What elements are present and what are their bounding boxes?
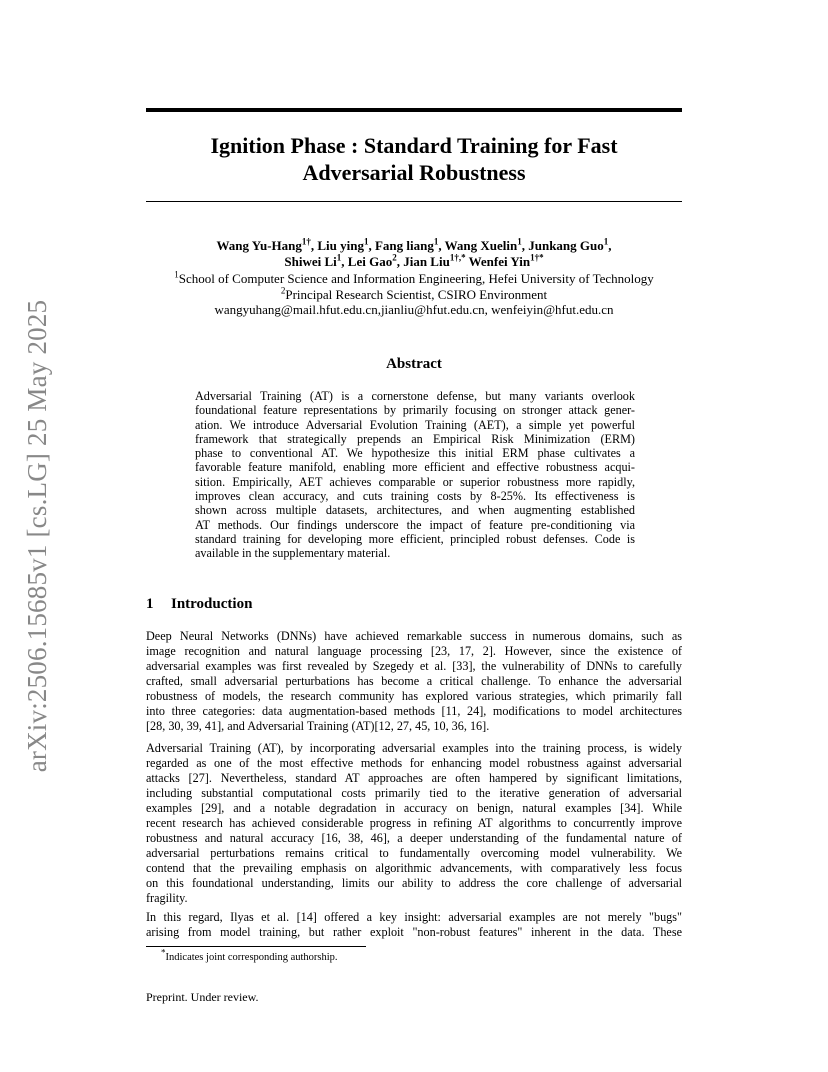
abstract-line: standard training for developing more efficient, principled robust defenses. Code is <box>195 531 635 546</box>
paragraph-line: robustness and natural accuracy [16, 38, 46], a deeper understanding of the fundamental nature of <box>146 831 682 845</box>
intro-paragraph-2 <box>146 741 682 906</box>
paragraph-line: Adversarial Training (AT), by incorporating adversarial examples into the training process, is widely <box>146 741 682 755</box>
author-affiliation-marker: 1 <box>336 252 342 263</box>
author-name: Wang Xuelin <box>444 238 518 253</box>
affiliation-1 <box>146 271 682 287</box>
paragraph-line: contend that the prevailing emphasis on algorithmic advancements, with comparatively less focus <box>146 861 682 875</box>
affiliation-1-marker: 1 <box>174 269 179 280</box>
abstract-line: ation. We introduce Adversarial Evolution Training (AET), a simple yet powerful <box>195 417 635 432</box>
footnote-rule <box>146 946 366 947</box>
paragraph-line: robustness of models, the research community has explored various strategies, which primarily fall <box>146 689 682 703</box>
intro-paragraph-3 <box>146 910 682 940</box>
abstract-line: sition. Empirically, AET achieves comparable or superior robustness more rapidly, <box>195 474 635 489</box>
author-name: Jian Liu <box>403 254 450 269</box>
paragraph-line: including substantial computational costs primarily tied to the iterative generation of adversarial <box>146 786 682 800</box>
author-affiliation-marker: 1 <box>603 236 609 247</box>
abstract-line: phase to conventional AT. We hypothesize this initial ERM phase cultivates a <box>195 446 635 461</box>
footnote-text: Indicates joint corresponding authorship. <box>165 952 338 963</box>
paragraph-line: crafted, small adversarial perturbations has become a critical challenge. To enhance the adversarial <box>146 674 682 688</box>
arxiv-id-text: arXiv:2506.15685v1 [cs.LG] 25 May 2025 <box>22 299 52 773</box>
paragraph-line: into three categories: data augmentation-based methods [11, 24], modifications to model architectures <box>146 704 682 718</box>
preprint-footer: Preprint. Under review. <box>146 990 259 1004</box>
author-affiliation-marker: 1 <box>449 252 455 263</box>
abstract-line: AT methods. Our findings underscore the impact of feature pre-conditioning via <box>195 517 635 532</box>
author-note-marker: †* <box>534 252 544 263</box>
author-affiliation-marker: 1 <box>301 236 307 247</box>
abstract-line: shown across multiple datasets, architectures, and when augmenting established <box>195 503 635 518</box>
paper-title <box>146 132 682 186</box>
author-separator: , <box>396 254 404 269</box>
author-separator: , <box>341 254 348 269</box>
abstract-line: Adversarial Training (AT) is a cornerstone defense, but many variants overlook <box>195 389 635 403</box>
paragraph-line: recent research has achieved considerable progress in refining AT algorithms to concurrently improve <box>146 816 682 830</box>
author-separator: , <box>521 238 529 253</box>
author-name: Shiwei Li <box>284 254 337 269</box>
paragraph-line: fragility. <box>146 891 188 905</box>
paragraph-line: attacks [27]. Nevertheless, standard AT approaches are often hampered by significant limitations, <box>146 771 682 785</box>
author-note-marker: †,* <box>454 252 466 263</box>
title-line-2: Adversarial Robustness <box>302 160 526 185</box>
paragraph-line: image recognition and natural language processing [23, 17, 2]. However, since the existence of <box>146 644 682 658</box>
footnote-marker: * <box>161 947 166 958</box>
arxiv-identifier-stamp <box>21 297 53 775</box>
paragraph-line: regarded as one of the most effective methods for enhancing model robustness against adversarial <box>146 756 682 770</box>
section-title: Introduction <box>171 596 253 612</box>
affiliation-1-text: School of Computer Science and Information Engineering, Hefei University of Technology <box>178 271 654 286</box>
paragraph-line: arising from model training, but rather exploit "non-robust features" inherent in the data. These <box>146 925 682 939</box>
paragraph-line: In this regard, Ilyas et al. [14] offered a key insight: adversarial examples are not merely "bugs" <box>146 910 682 924</box>
abstract-line: favorable feature manifold, enabling more efficient and effective robustness acqui- <box>195 460 635 475</box>
footnote <box>161 947 338 964</box>
intro-paragraph-1 <box>146 629 682 734</box>
author-affiliation-marker: 1 <box>517 236 522 247</box>
author-name: Lei Gao <box>347 254 393 269</box>
author-separator: , <box>608 238 612 253</box>
abstract-body <box>195 389 635 561</box>
author-affiliation-marker: 1 <box>433 236 439 247</box>
paragraph-line: on this foundational understanding, limits our ability to address the core challenge of adversarial <box>146 876 682 890</box>
author-name: Fang liang <box>374 238 434 253</box>
author-emails: wangyuhang@mail.hfut.edu.cn,jianliu@hfut.edu.cn, wenfeiyin@hfut.edu.cn <box>214 302 614 317</box>
paragraph-line: Deep Neural Networks (DNNs) have achieved remarkable success in numerous domains, such as <box>146 629 682 643</box>
author-affiliation-marker: 2 <box>392 252 397 263</box>
author-affiliation-marker: 1 <box>363 236 369 247</box>
author-name: Wang Yu-Hang <box>216 238 302 253</box>
author-list-line-2 <box>146 254 682 270</box>
author-separator: , <box>310 238 318 253</box>
abstract-line: improves clean accuracy, and cuts training costs by 8-25%. Its effectiveness is <box>195 489 635 504</box>
title-line-1: Ignition Phase : Standard Training for Fast <box>210 133 618 158</box>
author-affiliation-marker: 1 <box>530 252 535 263</box>
author-separator: , <box>438 238 445 253</box>
affiliation-2-marker: 2 <box>280 285 286 296</box>
paragraph-line: adversarial perturbations remains critical to fundamentally overcoming model vulnerability. We <box>146 846 682 860</box>
title-top-rule <box>146 108 682 112</box>
title-bottom-rule <box>146 201 682 202</box>
affiliation-2-text: Principal Research Scientist, CSIRO Environment <box>285 287 548 302</box>
paragraph-line: examples [29], and a notable degradation in accuracy on benign, natural examples [34]. While <box>146 801 682 815</box>
section-number: 1 <box>146 596 154 612</box>
author-name: Liu ying <box>317 238 364 253</box>
author-name: Wenfei Yin <box>468 254 531 269</box>
author-name: Junkang Guo <box>528 238 604 253</box>
author-separator: , <box>368 238 375 253</box>
section-heading-introduction <box>146 595 252 613</box>
abstract-line: foundational feature representations by primarily focusing on stronger attack gener- <box>195 403 635 418</box>
author-note-marker: † <box>306 236 311 247</box>
abstract-line: framework that strategically prepends an Empirical Risk Minimization (ERM) <box>195 431 635 446</box>
paragraph-line: [28, 30, 39, 41], and Adversarial Training (AT)[12, 27, 45, 10, 36, 16]. <box>146 719 490 733</box>
paragraph-line: adversarial examples was first revealed by Szegedy et al. [33], the vulnerability of DNNs to carefully <box>146 659 682 673</box>
affiliation-2 <box>146 287 682 303</box>
abstract-line: available in the supplementary material. <box>195 546 391 561</box>
abstract-heading: Abstract <box>386 356 442 372</box>
author-list-line-1 <box>146 238 682 254</box>
